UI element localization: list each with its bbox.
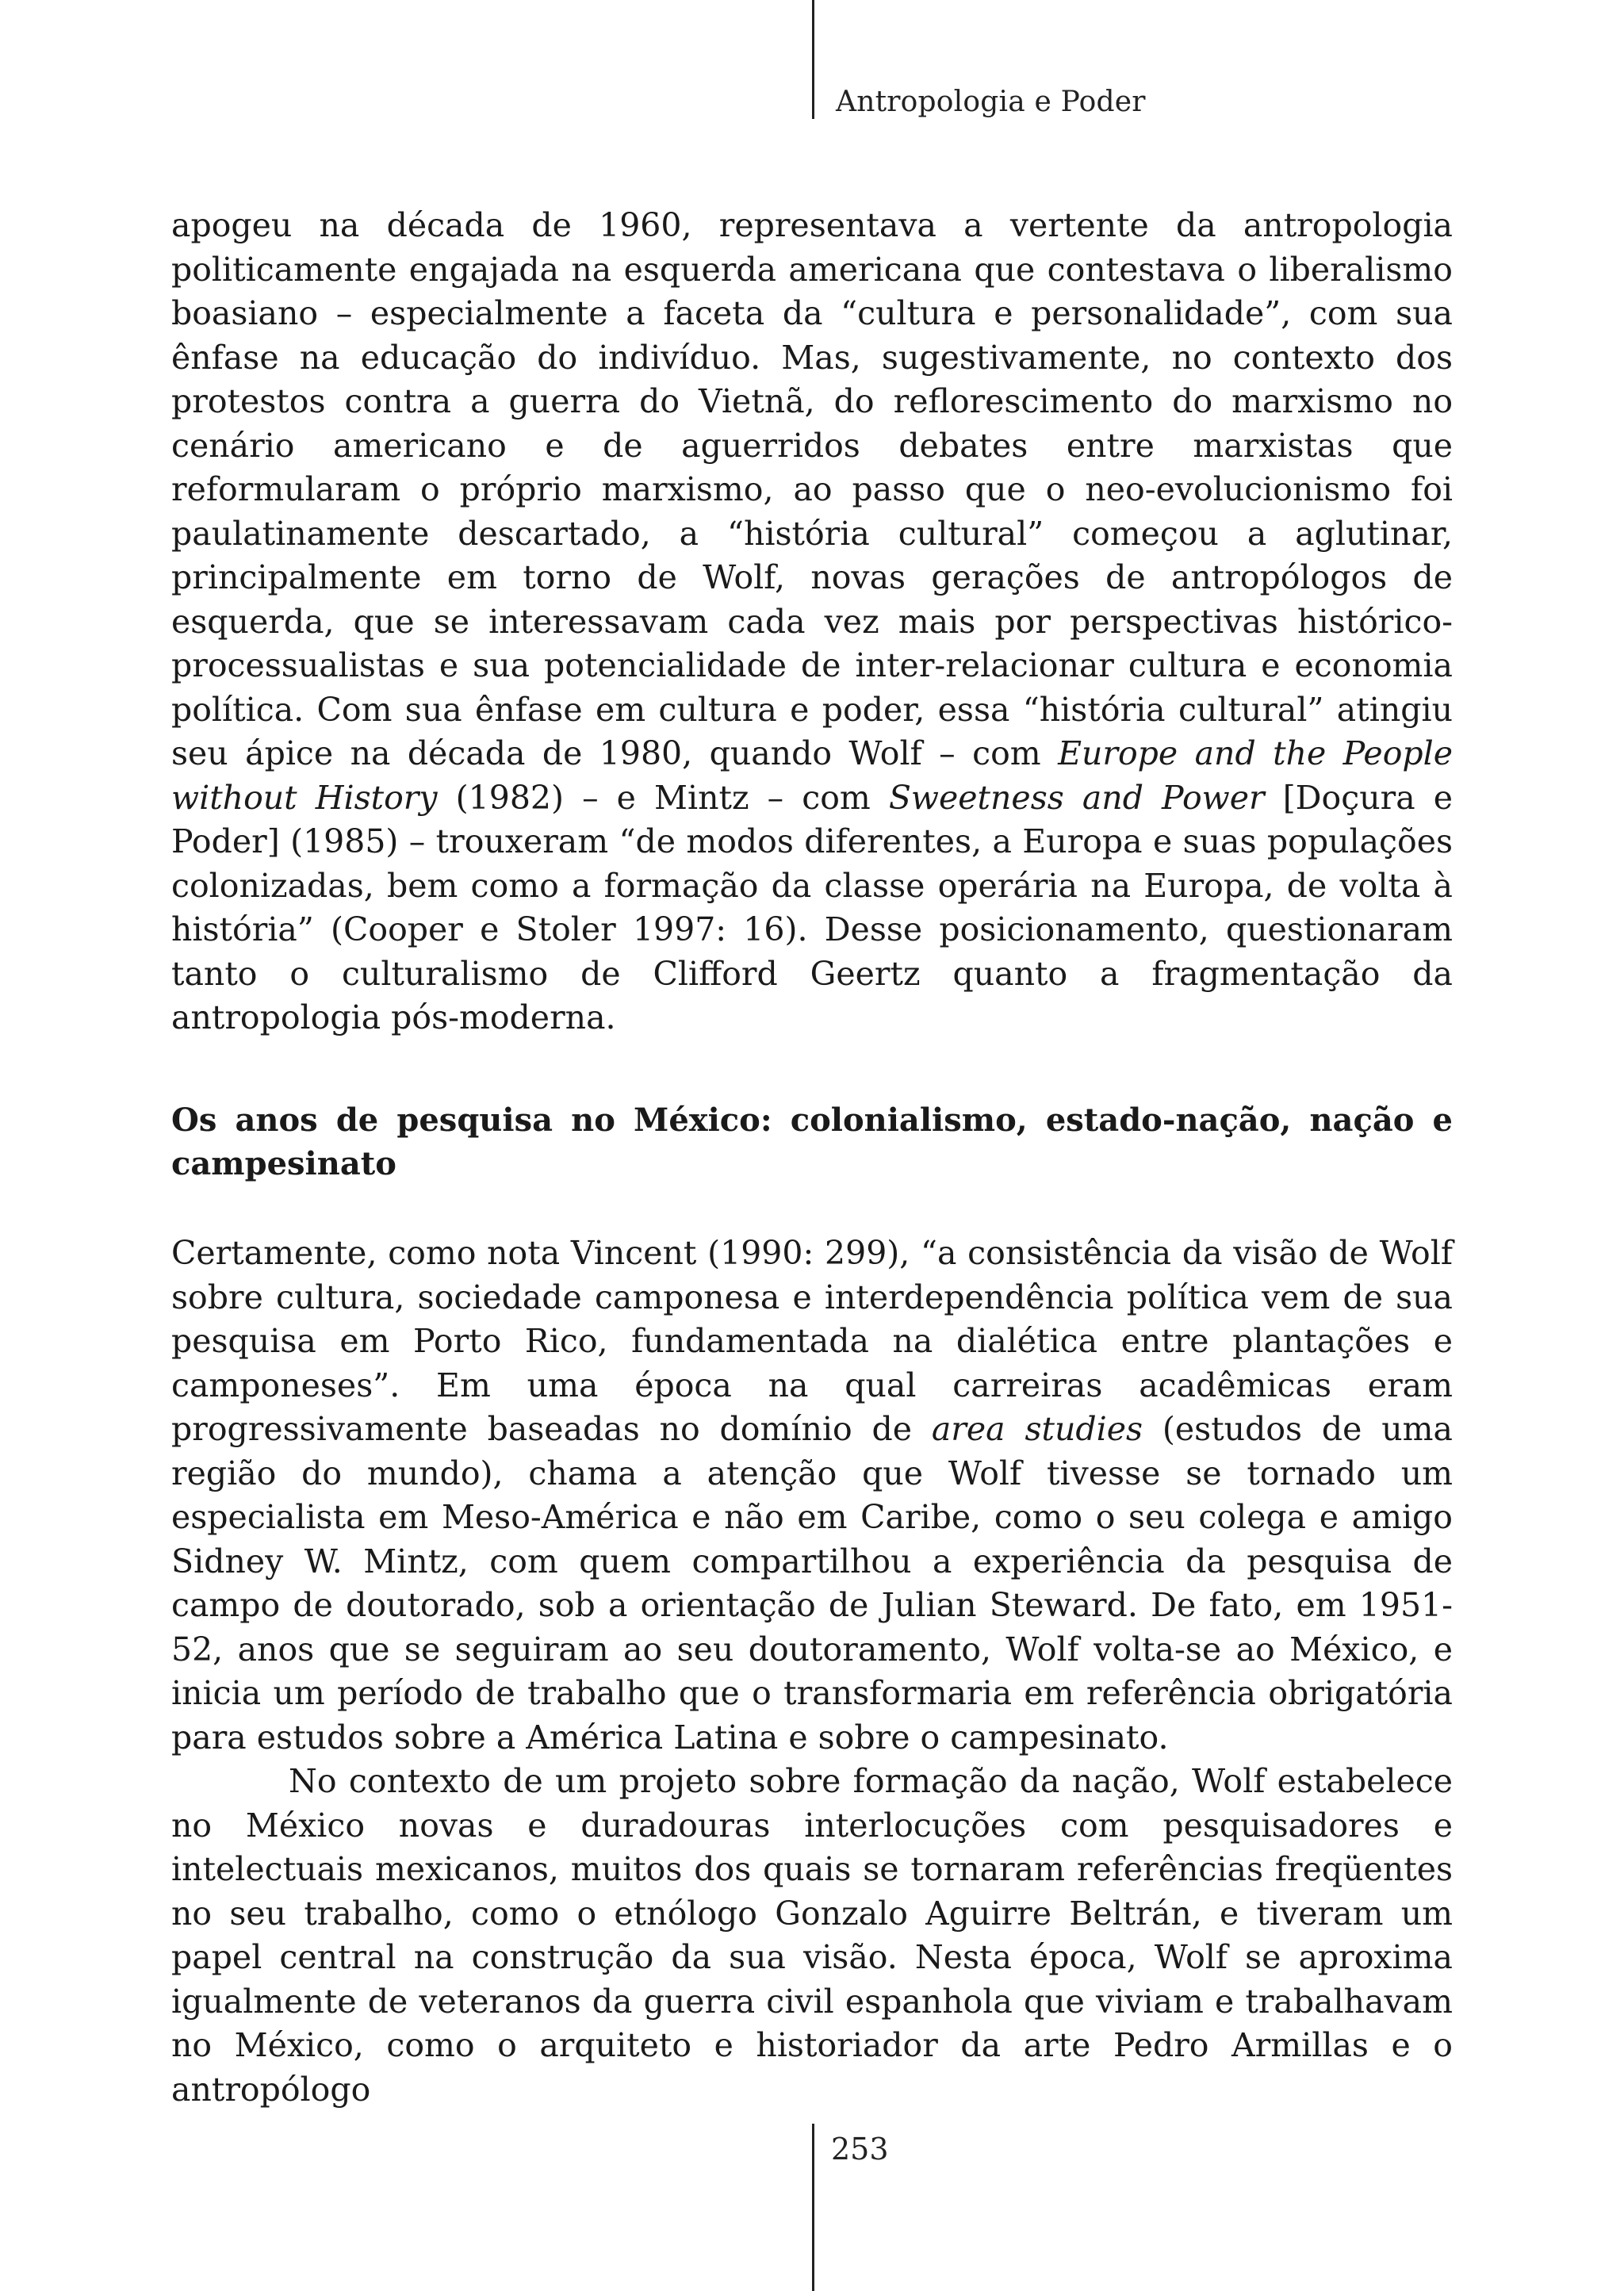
paragraph [171, 1760, 1453, 2112]
page-number: 253 [831, 2132, 889, 2166]
section-heading: Os anos de pesquisa no México: colonialismo, estado-nação, nação e campesinato [171, 1101, 1453, 1182]
paragraph-text: (1982) – e Mintz – com [437, 778, 889, 817]
paragraph [171, 1232, 1453, 1760]
paragraph [171, 204, 1453, 1040]
running-title: Antropologia e Poder [836, 86, 1146, 118]
body-text-top [171, 204, 1453, 1040]
header-rule [812, 0, 814, 119]
paragraph-text: (estudos de uma região do mundo), chama a atenção que Wolf tivesse se tornado um especialista em Meso-América e não em Caribe, como o seu colega e amigo Sidney W. Mintz, com quem compartilhou a experiência da pesquisa de campo de doutorado, sob a orientação de Julian Steward. De fato, em 1951-52, anos que se seguiram ao seu doutoramento, Wolf volta-se ao México, e inicia um período de trabalho que o transformaria em referência obrigatória para estudos sobre a América Latina e sobre o campesinato. [171, 1410, 1453, 1757]
body-text-section [171, 1232, 1453, 2112]
book-title: Sweetness and Power [888, 778, 1265, 817]
italic-term: area studies [931, 1410, 1143, 1448]
book-title: Europe and the People without History [171, 734, 1454, 817]
footer-rule [812, 2124, 814, 2291]
paragraph-text: Certamente, como nota Vincent (1990: 299), “a consistência da visão de Wolf sobre cultura, sociedade camponesa e interdependência política vem de sua pesquisa em Porto Rico, fundamentada na dialética entre plantações e camponeses”. Em uma época na qual carreiras acadêmicas eram progressivamente baseadas no domínio de [171, 1234, 1453, 1448]
paragraph-text: apogeu na década de 1960, representava a vertente da antropologia politicamente engajada na esquerda americana que contestava o liberalismo boasiano – especialmente a faceta da “cultura e personalidade”, com sua ênfase na educação do indivíduo. Mas, sugestivamente, no contexto dos protestos contra a guerra do Vietnã, do reflorescimento do marxismo no cenário americano e de aguerridos debates entre marxistas que reformularam o próprio marxismo, ao passo que o neo-evolucionismo foi paulatinamente descartado, a “história cultural” começou a aglutinar, principalmente em torno de Wolf, novas gerações de antropólogos de esquerda, que se interessavam cada vez mais por perspectivas histórico-processualistas e sua potencialidade de inter-relacionar cultura e economia política. Com sua ênfase em cultura e poder, essa “história cultural” atingiu seu ápice na década de 1980, quando Wolf – com [171, 206, 1453, 772]
paragraph-text: [Doçura e Poder] (1985) – trouxeram “de modos diferentes, a Europa e suas populações colonizadas, bem como a formação da classe operária na Europa, de volta à história” (Cooper e Stoler 1997: 16). Desse posicionamento, questionaram tanto o culturalismo de Clifford Geertz quanto a fragmentação da antropologia pós-moderna. [171, 778, 1453, 1036]
paragraph-text: No contexto de um projeto sobre formação da nação, Wolf estabelece no México novas e duradouras interlocuções com pesquisadores e intelectuais mexicanos, muitos dos quais se tornaram referências freqüentes no seu trabalho, como o etnólogo Gonzalo Aguirre Beltrán, e tiveram um papel central na construção da sua visão. Nesta época, Wolf se aproxima igualmente de veteranos da guerra civil espanhola que viviam e trabalhavam no México, como o arquiteto e historiador da arte Pedro Armillas e o antropólogo [171, 1762, 1453, 2109]
